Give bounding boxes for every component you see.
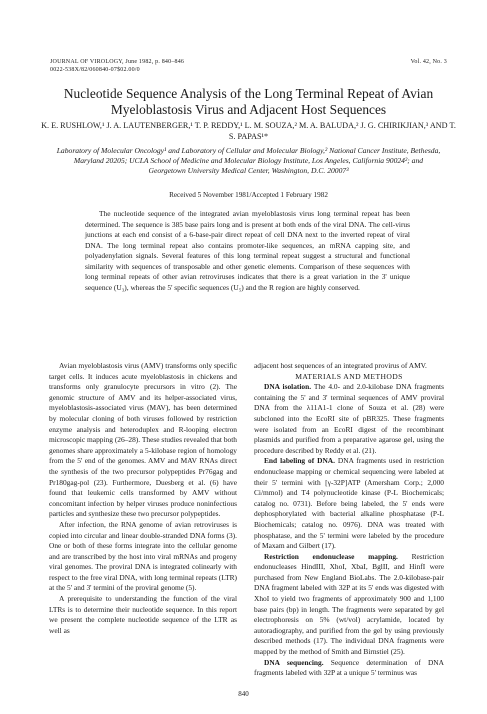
section-heading: MATERIALS AND METHODS — [295, 371, 403, 381]
abstract: The nucleotide sequence of the integrated avian myeloblastosis virus long terminal repeat has been determined. The sequence is 385 base pairs long and is present at both ends of the viral DNA. The cell-virus junctions at each end consist of a 6-base-pair direct repeat of cell DNA next to the inverted repeat of viral DNA. The long terminal repeat also contains promoter-like sequences, an mRNA capping site, and polyadenylation signals. Several features of this long terminal repeat suggest a structural and functional similarity with sequences of transposable and other genetic elements. Comparison of these sequences with long terminal repeats of other avian retroviruses indicates that there is a great variation in the 3' unique sequence (U₃), whereas the 5' specific sequences (U₅) and the R region are highly conserved. — [85, 209, 410, 292]
methods-paragraph — [254, 456, 444, 551]
subsection-heading: DNA isolation. — [264, 382, 312, 392]
subsection-heading: Restriction endonuclease mapping. — [264, 551, 398, 561]
subsection-heading: End labeling of DNA. — [264, 456, 335, 466]
copyright-code: 0022-538X/82/060840-07$02.00/0 — [50, 67, 140, 73]
article-title: Nucleotide Sequence Analysis of the Long Terminal Repeat of Avian Myeloblastosis Virus and Adjacent Host Sequences — [63, 86, 434, 117]
volume-number: Vol. 42, No. 3 — [410, 59, 447, 65]
subsection-text: Restriction endonucleases HindIII, XhoI, XbaI, BglII, and HinfI were purchased from New England BioLabs. The 2.0-kilobase-pair DNA fragment labeled with 32P at its 5' ends was digested with XhoI to yield two fragments of approximately 900 and 1,100 base pairs (bp) in length. The fragments were separated by gel electrophoresis on 5% (wt/vol) acrylamide, located by autoradiography, and purified from the gel by using previously described methods (17). The individual DNA fragments were mapped by the method of Smith and Birnstiel (25). — [254, 551, 444, 657]
subsection-text: The 4.0- and 2.0-kilobase DNA fragments containing the 5' and 3' terminal sequences of AMV proviral DNA from the λ11A1-1 clone of Souza et al. (28) were subcloned into the EcoRI site of pBR325. These fragments were isolated from an EcoRI digest of the recombinant plasmids and purified from a preparative agarose gel, using the procedure described by Reddy et al. (21). — [254, 382, 444, 455]
body-paragraph: A prerequisite to understanding the function of the viral LTRs is to determine their nucleotide sequence. In this report we present the complete nucleotide sequence of the LTR as well as — [49, 594, 237, 635]
author-list: K. E. RUSHLOW,¹ J. A. LAUTENBERGER,¹ T. P. REDDY,¹ L. M. SOUZA,² M. A. BALUDA,² J. G. CHIRIKJIAN,³ AND T. S. PAPAS¹* — [41, 121, 456, 141]
body-column-right — [254, 361, 444, 679]
affiliations: Laboratory of Molecular Oncology¹ and Laboratory of Cellular and Molecular Biology,² National Cancer Institute, Bethesda, Maryland 20205; UCLA School of Medicine and Molecular Biology Institute, Los Angeles, California 90024²; and Georgetown University Medical Center, Washington, D.C. 20007³ — [56, 146, 441, 176]
methods-paragraph — [254, 658, 444, 679]
subsection-text: Sequence determination of DNA fragments labeled with 32P at a unique 5' terminus was — [254, 657, 444, 678]
journal-citation: JOURNAL OF VIROLOGY, June 1982, p. 840–846 — [50, 59, 185, 65]
body-paragraph: After infection, the RNA genome of avian retroviruses is copied into circular and linear double-stranded DNA forms (3). One or both of these forms integrate into the cellular genome and are transcribed by the host into viral mRNAs and progeny viral genomes. The proviral DNA is integrated colinearly with respect to the free viral DNA, with long terminal repeats (LTR) at the 5' and 3' termini of the proviral genome (5). — [49, 519, 237, 593]
subsection-text: DNA fragments used in restriction endonuclease mapping or chemical sequencing were labeled at their 5' termini with [γ-32P]ATP (Amersham Corp.; 2,000 Ci/mmol) and T4 polynucleotide kinase (P-L Biochemicals; catalog no. 0731). Before being labeled, the 5' ends were dephosphorylated with bacterial alkaline phosphatase (P-L Biochemicals; catalog no. 0976). DNA was treated with phosphatase, and the 5' termini were labeled by the procedure of Maxam and Gilbert (17). — [254, 456, 444, 551]
methods-paragraph — [254, 552, 444, 658]
body-column-left — [49, 361, 237, 636]
body-paragraph: adjacent host sequences of an integrated provirus of AMV. — [254, 361, 427, 370]
body-paragraph: Avian myeloblastosis virus (AMV) transforms only specific target cells. It induces acute myeloblastosis in chickens and transforms only granulocyte precursors in vitro (2). The genomic structure of AMV and its helper-associated virus, myeloblastosis-associated virus (MAV), has been determined by molecular cloning of both viruses followed by restriction enzyme analysis and heteroduplex and R-looping electron microscopic mapping (26–28). These studies revealed that both genomes share approximately a 5-kilobase region of homology from the 5' end of the genomes. AMV and MAV RNAs direct the synthesis of the two precursor polypeptides Pr76gag and Pr180gag-pol (23). Furthermore, Duesberg et al. (6) have found that leukemic cells transformed by AMV without concomitant infection by helper viruses produce noninfectious particles and synthesize these two precursor polypeptides. — [49, 361, 237, 519]
page-number: 840 — [238, 690, 249, 698]
received-date: Received 5 November 1981/Accepted 1 February 1982 — [169, 191, 328, 199]
subsection-heading: DNA sequencing. — [264, 657, 324, 667]
methods-paragraph — [254, 382, 444, 456]
